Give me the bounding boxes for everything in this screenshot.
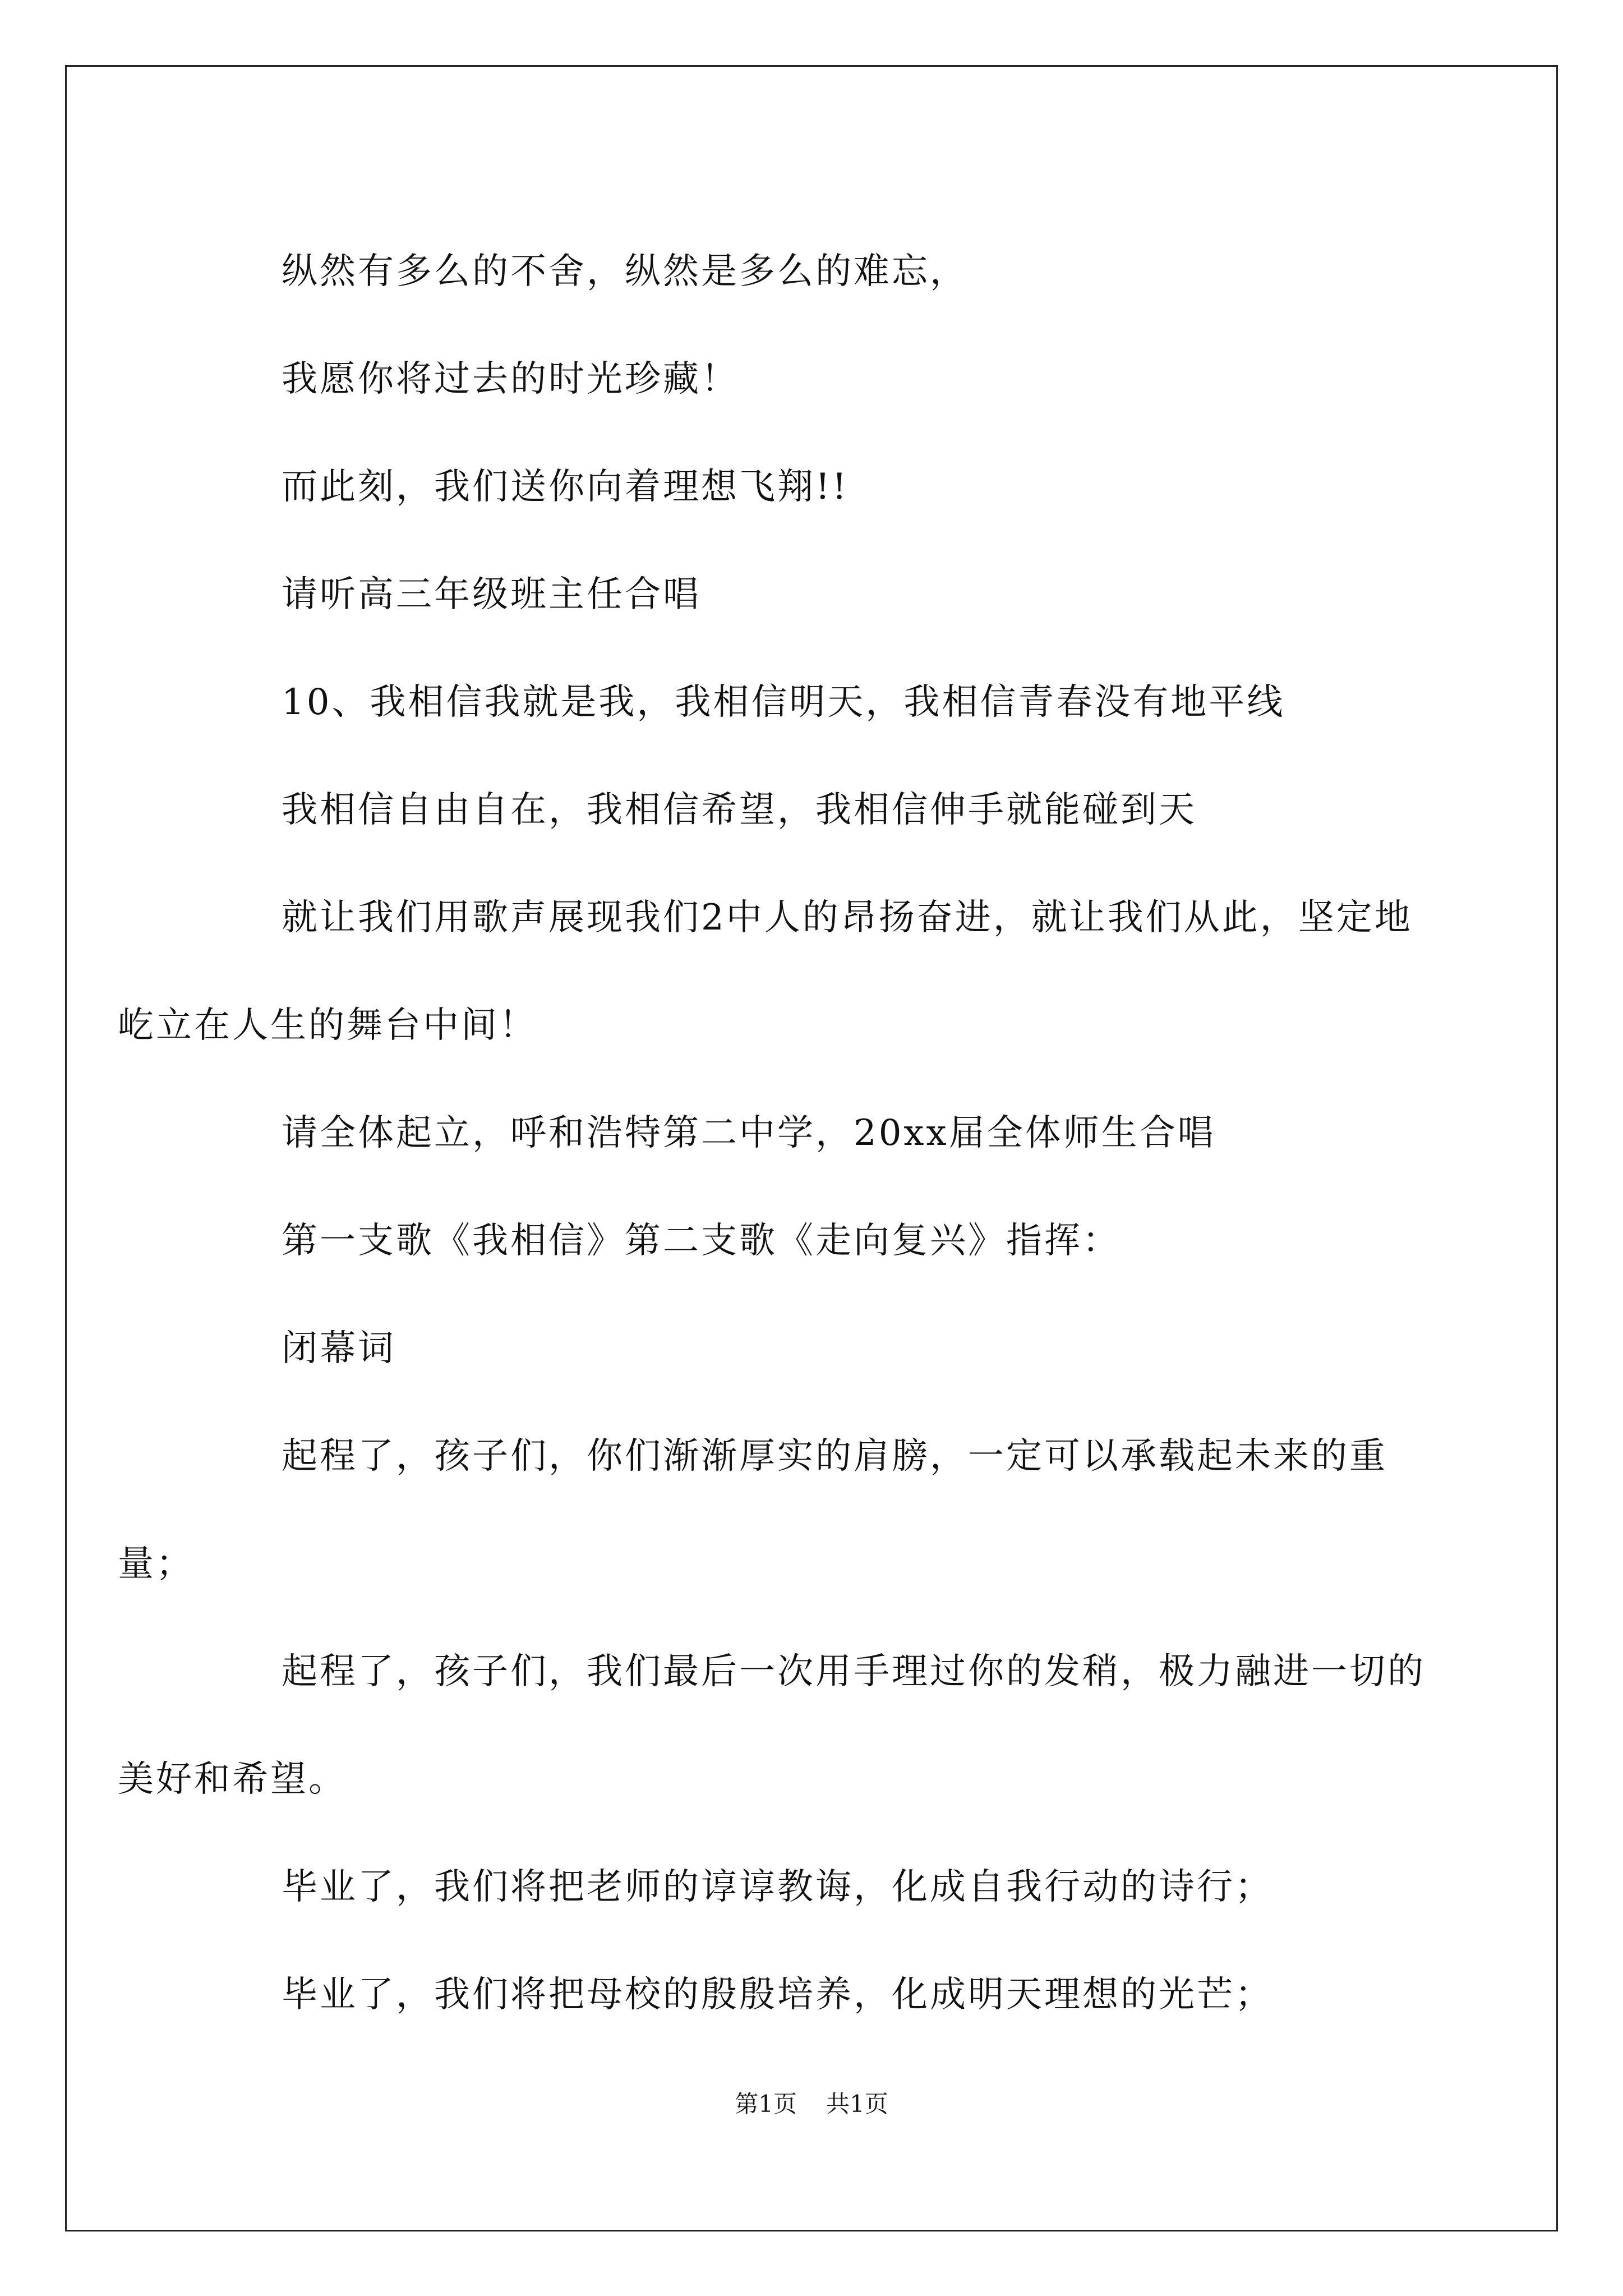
- paragraph: 请全体起立，呼和浩特第二中学，20xx届全体师生合唱: [282, 1112, 1216, 1154]
- paragraph: 起程了，孩子们，你们渐渐厚实的肩膀，一定可以承载起未来的重量；: [118, 1435, 1387, 1585]
- paragraph: 纵然有多么的不舍，纵然是多么的难忘，: [282, 251, 968, 292]
- document-body: [118, 218, 1436, 2049]
- paragraph: 毕业了，我们将把老师的谆谆教诲，化成自我行动的诗行；: [282, 1866, 1273, 1908]
- page-total: 共1页: [826, 2090, 888, 2118]
- paragraph: 我愿你将过去的时光珍藏！: [282, 358, 739, 400]
- paragraph: 我相信自由自在，我相信希望，我相信伸手就能碰到天: [282, 789, 1197, 831]
- paragraph: 毕业了，我们将把母校的殷殷培养，化成明天理想的光芒；: [282, 1974, 1273, 2016]
- page-footer: [0, 2090, 1623, 2118]
- paragraph: 起程了，孩子们，我们最后一次用手理过你的发稍，极力融进一切的美好和希望。: [118, 1651, 1426, 1800]
- page-number: 第1页: [735, 2090, 797, 2118]
- paragraph: 10、我相信我就是我，我相信明天，我相信青春没有地平线: [282, 682, 1285, 723]
- paragraph: 请听高三年级班主任合唱: [282, 574, 701, 615]
- paragraph: 就让我们用歌声展现我们2中人的昂扬奋进，就让我们从此，坚定地屹立在人生的舞台中间！: [118, 897, 1413, 1046]
- section-heading: 闭幕词: [282, 1328, 396, 1369]
- paragraph: 而此刻，我们送你向着理想飞翔!!: [282, 466, 849, 508]
- paragraph: 第一支歌《我相信》第二支歌《走向复兴》指挥：: [282, 1220, 1121, 1262]
